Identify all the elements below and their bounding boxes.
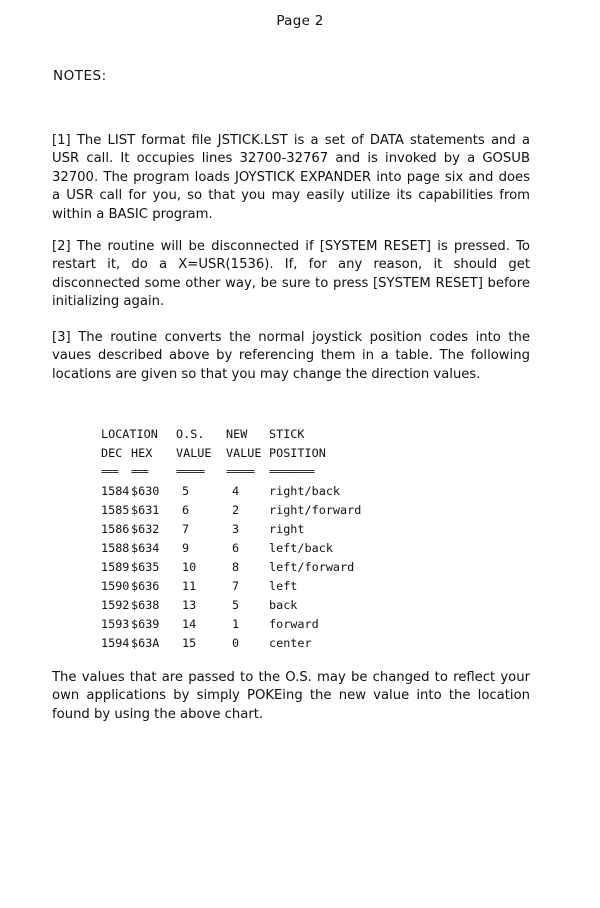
- cell-stick-position: left/forward: [269, 559, 355, 574]
- cell-os-value: 15: [182, 635, 197, 650]
- cell-os-value: 6: [182, 502, 190, 517]
- cell-os-value: 9: [182, 540, 190, 555]
- cell-os-value: 11: [182, 578, 197, 593]
- separator: ===: [101, 465, 118, 478]
- table-header-row-1: [101, 424, 369, 443]
- table-row: [101, 557, 369, 576]
- location-table: [101, 424, 369, 652]
- cell-stick-position: left: [269, 578, 298, 593]
- cell-new-value: 1: [232, 616, 240, 631]
- cell-os-value: 13: [182, 597, 197, 612]
- note-1-paragraph: [1] The LIST format file JSTICK.LST is a set of DATA statements and a USR call. It occupies lines 32700-32767 and is invoked by a GOSUB 32700. The program loads JOYSTICK EXPANDER into page six and does a USR call for you, so that you may easily utilize its capabilities from within a BASIC program.: [52, 133, 530, 222]
- table-row: [101, 538, 369, 557]
- cell-dec: 1590: [101, 578, 130, 593]
- cell-hex: $636: [131, 578, 160, 593]
- header-value-os: VALUE: [176, 445, 212, 460]
- cell-dec: 1585: [101, 502, 130, 517]
- header-position: POSITION: [269, 445, 326, 460]
- separator: ========: [269, 465, 314, 478]
- cell-new-value: 8: [232, 559, 240, 574]
- notes-heading: NOTES:: [53, 68, 107, 84]
- note-3-paragraph: [3] The routine converts the normal joystick position codes into the vaues described above by referencing them in a table. The following locations are given so that you may change the direction values.: [52, 330, 530, 382]
- header-new: NEW: [226, 426, 248, 441]
- cell-stick-position: back: [269, 597, 298, 612]
- separator: =====: [226, 465, 255, 478]
- closing-paragraph: The values that are passed to the O.S. may be changed to reflect your own applications by simply POKEing the new value into the location found by using the above chart.: [52, 670, 530, 722]
- cell-new-value: 5: [232, 597, 240, 612]
- cell-os-value: 14: [182, 616, 197, 631]
- separator: ===: [131, 465, 148, 478]
- cell-new-value: 2: [232, 502, 240, 517]
- cell-dec: 1584: [101, 483, 130, 498]
- note-2-paragraph: [2] The routine will be disconnected if [SYSTEM RESET] is pressed. To restart it, do a X=USR(1536). If, for any reason, it should get disconnected some other way, be sure to press [SYSTEM RESET] before initializing again.: [52, 239, 530, 310]
- cell-dec: 1593: [101, 616, 130, 631]
- cell-new-value: 4: [232, 483, 240, 498]
- table-separator-row: [101, 462, 369, 481]
- cell-stick-position: right/forward: [269, 502, 362, 517]
- cell-stick-position: right/back: [269, 483, 341, 498]
- table-row: [101, 614, 369, 633]
- table-row: [101, 481, 369, 500]
- cell-hex: $638: [131, 597, 160, 612]
- table-row: [101, 500, 369, 519]
- cell-new-value: 6: [232, 540, 240, 555]
- separator: =====: [176, 465, 205, 478]
- cell-hex: $639: [131, 616, 160, 631]
- cell-dec: 1586: [101, 521, 130, 536]
- cell-hex: $631: [131, 502, 160, 517]
- cell-hex: $630: [131, 483, 160, 498]
- header-os: O.S.: [176, 426, 205, 441]
- cell-dec: 1594: [101, 635, 130, 650]
- cell-stick-position: forward: [269, 616, 319, 631]
- cell-hex: $634: [131, 540, 160, 555]
- cell-new-value: 3: [232, 521, 240, 536]
- header-stick: STICK: [269, 426, 305, 441]
- cell-dec: 1589: [101, 559, 130, 574]
- cell-hex: $635: [131, 559, 160, 574]
- header-location: LOCATION: [101, 426, 158, 441]
- cell-stick-position: left/back: [269, 540, 333, 555]
- cell-stick-position: right: [269, 521, 305, 536]
- table-row: [101, 633, 369, 652]
- cell-hex: $63A: [131, 635, 160, 650]
- cell-os-value: 7: [182, 521, 190, 536]
- cell-dec: 1592: [101, 597, 130, 612]
- cell-new-value: 7: [232, 578, 240, 593]
- header-dec: DEC: [101, 445, 123, 460]
- table-body: [101, 481, 369, 652]
- page-number: Page 2: [276, 13, 324, 29]
- cell-dec: 1588: [101, 540, 130, 555]
- cell-os-value: 5: [182, 483, 190, 498]
- cell-hex: $632: [131, 521, 160, 536]
- table-row: [101, 519, 369, 538]
- header-hex: HEX: [131, 445, 153, 460]
- cell-new-value: 0: [232, 635, 240, 650]
- cell-os-value: 10: [182, 559, 197, 574]
- table-row: [101, 595, 369, 614]
- table-row: [101, 576, 369, 595]
- cell-stick-position: center: [269, 635, 312, 650]
- header-value-new: VALUE: [226, 445, 262, 460]
- table-header-row-2: [101, 443, 369, 462]
